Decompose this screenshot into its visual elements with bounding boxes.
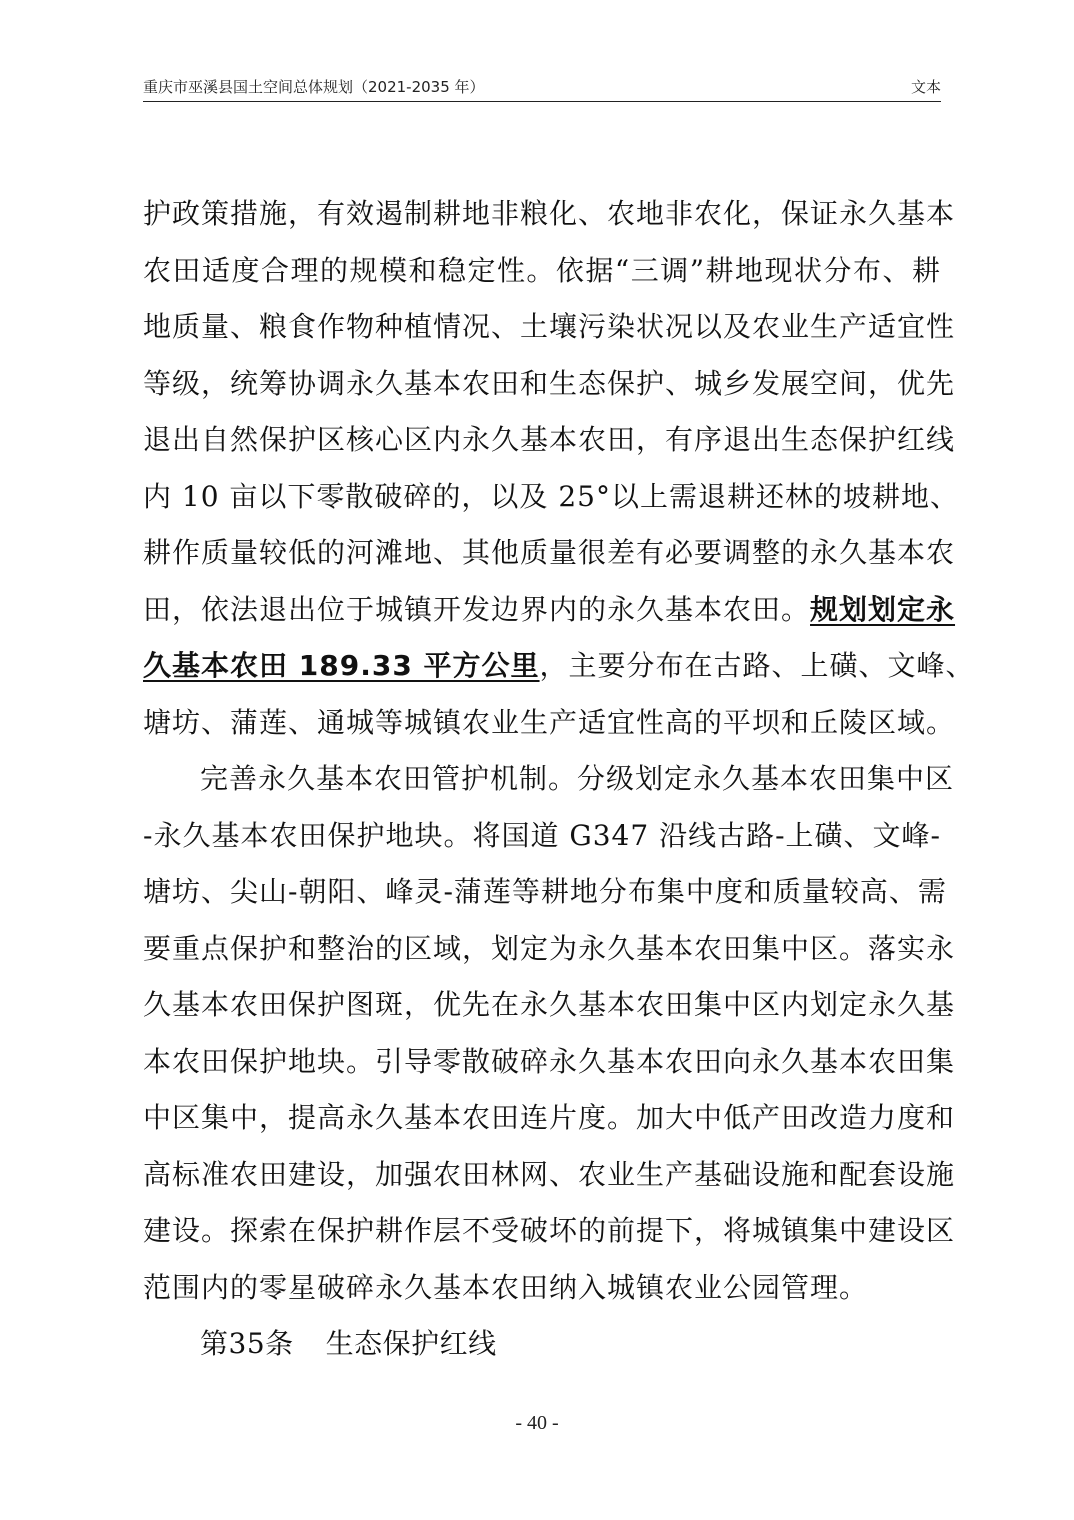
text-line bbox=[143, 582, 956, 639]
text-line: 耕作质量较低的河滩地、其他质量很差有必要调整的永久基本农 bbox=[143, 536, 956, 569]
text-line: 地质量、粮食作物种植情况、土壤污染状况以及农业生产适宜性 bbox=[143, 310, 956, 343]
text-line: 要重点保护和整治的区域，划定为永久基本农田集中区。落实永 bbox=[143, 931, 956, 965]
text-segment: 田，依法退出位于城镇开发边界内的永久基本农田。 bbox=[143, 592, 811, 626]
text-line: 范围内的零星破碎永久基本农田纳入城镇农业公园管理。 bbox=[143, 1270, 869, 1304]
header-divider bbox=[143, 101, 941, 102]
text-line: 内 10 亩以下零散破碎的，以及 25°以上需退耕还林的坡耕地、 bbox=[143, 479, 959, 513]
text-line bbox=[143, 638, 975, 695]
text-line: 等级，统筹协调永久基本农田和生态保护、城乡发展空间，优先 bbox=[143, 366, 956, 400]
text-line: 建设。探索在保护耕作层不受破坏的前提下，将城镇集中建设区 bbox=[143, 1214, 956, 1247]
text-line: 久基本农田保护图斑，优先在永久基本农田集中区内划定永久基 bbox=[143, 988, 956, 1021]
article-title: 生态保护红线 bbox=[325, 1327, 497, 1360]
article-number: 第35条 bbox=[200, 1327, 294, 1360]
text-line: -永久基本农田保护地块。将国道 G347 沿线古路-上磺、文峰- bbox=[143, 818, 941, 852]
article-heading bbox=[143, 1316, 941, 1373]
text-line: 护政策措施，有效遏制耕地非粮化、农地非农化，保证永久基本 bbox=[143, 197, 956, 230]
text-line: 退出自然保护区核心区内永久基本农田，有序退出生态保护红线 bbox=[143, 423, 956, 456]
document-title: 重庆市巫溪县国土空间总体规划（2021-2035 年） bbox=[143, 78, 485, 96]
text-line: 塘坊、蒲莲、通城等城镇农业生产适宜性高的平坝和丘陵区域。 bbox=[143, 705, 956, 739]
text-line: 本农田保护地块。引导零散破碎永久基本农田向永久基本农田集 bbox=[143, 1044, 956, 1078]
text-line: 农田适度合理的规模和稳定性。依据“三调”耕地现状分布、耕 bbox=[143, 253, 941, 287]
highlighted-target-text: 久基本农田 189.33 平方公里 bbox=[143, 649, 540, 682]
text-line: 完善永久基本农田管护机制。分级划定永久基本农田集中区 bbox=[200, 762, 955, 795]
text-line: 塘坊、尖山-朝阳、峰灵-蒲莲等耕地分布集中度和质量较高、需 bbox=[143, 875, 947, 908]
section-label: 文本 bbox=[910, 78, 941, 96]
text-line: 高标准农田建设，加强农田林网、农业生产基础设施和配套设施 bbox=[143, 1157, 956, 1191]
page-number: - 40 - bbox=[515, 1412, 559, 1434]
text-segment: ，主要分布在古路、上磺、文峰、 bbox=[539, 649, 975, 682]
paragraph-permanent-farmland-scale bbox=[143, 186, 975, 751]
document-body bbox=[143, 186, 975, 1373]
page-header bbox=[143, 76, 941, 100]
highlighted-target-text: 规划划定永 bbox=[810, 592, 956, 626]
text-line: 中区集中，提高永久基本农田连片度。加大中低产田改造力度和 bbox=[143, 1101, 956, 1134]
paragraph-management-mechanism bbox=[143, 751, 956, 1316]
